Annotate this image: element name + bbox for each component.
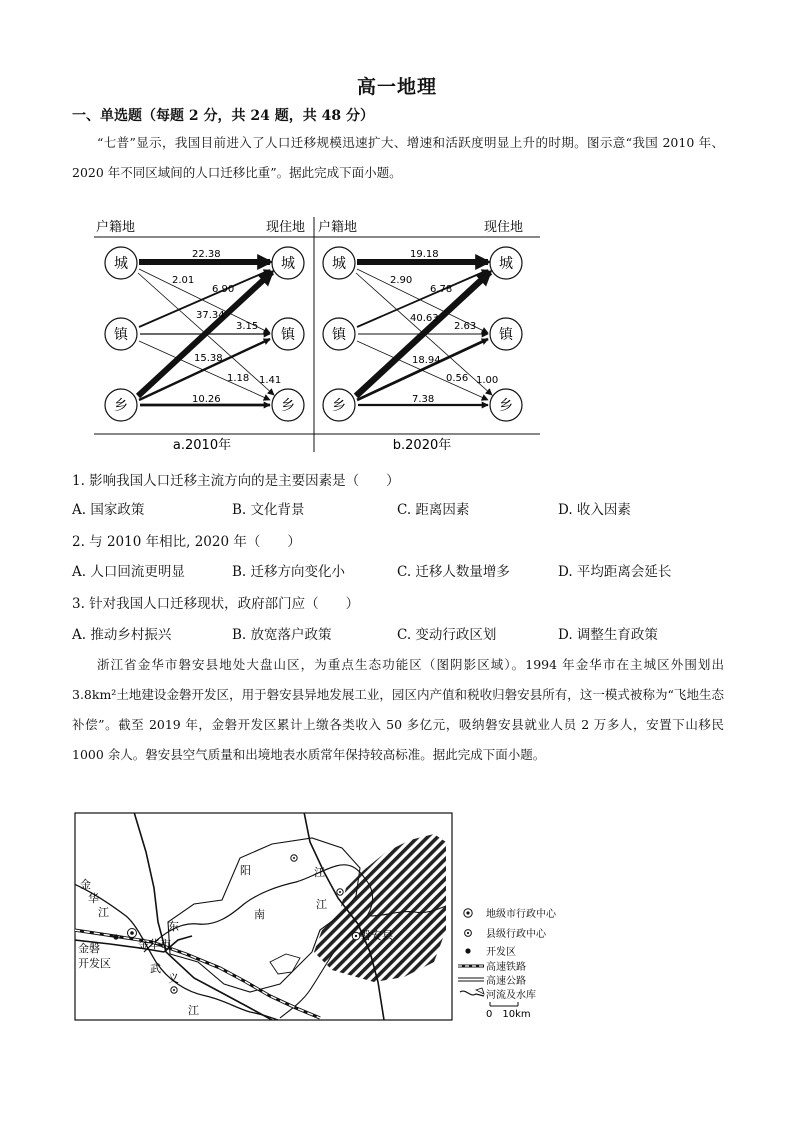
label-b-village-village: 7.38 (412, 394, 435, 405)
node-b-town-origin-label: 镇 (332, 327, 346, 343)
map-label-jiang-south: 江 (188, 1004, 199, 1017)
map-label-hua: 华 (88, 892, 99, 905)
jinpan-zone-symbol (113, 934, 118, 939)
question-3-option-c[interactable]: C. 变动行政区划 (397, 627, 497, 643)
label-a-town-town: 3.15 (236, 321, 259, 332)
map-label-panan: 磐安县 (360, 929, 393, 942)
panan-map-figure (74, 812, 558, 1024)
node-a-city-origin-label: 城 (114, 256, 128, 272)
question-2-option-d[interactable]: D. 平均距离会延长 (558, 564, 672, 580)
page-title: 高一地理 (356, 76, 437, 98)
label-b-city-city: 19.18 (410, 249, 439, 260)
panel-a (105, 247, 304, 453)
map-label-jinpan-line2: 开发区 (78, 957, 111, 970)
legend-expressway: 高速公路 (486, 976, 526, 987)
map-label-yi: 义 (168, 972, 179, 985)
legend-zone-icon (465, 948, 470, 953)
node-a-city-dest-label: 城 (281, 256, 295, 272)
label-a-village-village: 10.26 (192, 394, 221, 405)
label-a-city-town: 2.01 (172, 275, 195, 286)
question-1-option-a[interactable]: A. 国家政策 (72, 502, 145, 518)
label-b-village-town: 18.94 (412, 355, 441, 366)
label-b-town-city: 6.78 (430, 284, 453, 295)
node-b-town-dest-label: 镇 (499, 327, 513, 343)
legend-reservoir-icon (476, 988, 484, 994)
map-label-jinhua-city: 金华市 (138, 938, 171, 951)
map-label-jinpan-line1: 金磐 (78, 942, 100, 955)
question-1-option-b[interactable]: B. 文化背景 (232, 502, 305, 518)
legend-prefecture: 地级市行政中心 (486, 909, 556, 920)
question-1-option-c[interactable]: C. 距离因素 (397, 502, 470, 518)
residence-label-a: 现住地 (266, 220, 306, 235)
node-a-village-origin-label: 乡 (114, 398, 128, 414)
question-2-option-c[interactable]: C. 迁移人数量增多 (397, 564, 510, 580)
scale-label: 0 10km (486, 1009, 531, 1020)
map-legend (458, 907, 557, 1020)
hukou-label-b: 户籍地 (318, 220, 358, 235)
legend-zone: 开发区 (486, 947, 516, 958)
question-1-stem: 1. 影响我国人口迁移主流方向的是主要因素是（ ） (72, 473, 400, 489)
passage-1: “七普”显示，我国目前进入了人口迁移规模迅速扩大、增速和活跃度明显上升的时期。图示意“我国 2010 年、2020 年不同区域间的人口迁移比重”。据此完成下面小题。 (72, 135, 724, 180)
hukou-label-a: 户籍地 (96, 220, 136, 235)
label-b-town-town: 2.63 (454, 321, 477, 332)
label-a-city-city: 22.38 (192, 249, 221, 260)
node-b-village-dest-label: 乡 (499, 398, 513, 414)
map-label-yang: 阳 (240, 864, 251, 877)
question-1-option-d[interactable]: D. 收入因素 (558, 502, 631, 518)
label-a-town-city: 6.90 (212, 284, 235, 295)
node-b-city-origin-label: 城 (332, 256, 346, 272)
question-3-option-a[interactable]: A. 推动乡村振兴 (72, 627, 172, 643)
question-3-option-d[interactable]: D. 调整生育政策 (558, 627, 658, 643)
map-label-nan: 南 (254, 908, 265, 921)
section-heading: 一、单选题（每题 2 分，共 24 题，共 48 分） (72, 108, 374, 124)
node-a-village-dest-label: 乡 (281, 398, 295, 414)
caption-b: b.2020年 (392, 438, 452, 453)
label-a-village-town: 15.38 (194, 353, 223, 364)
county-center-symbol-2-inner (339, 891, 341, 893)
label-a-village-city: 37.34 (196, 310, 225, 321)
question-2-stem: 2. 与 2010 年相比, 2020 年（ ） (72, 534, 301, 550)
map-label-wu: 武 (150, 962, 161, 975)
map-label-jiang-mid: 江 (316, 898, 327, 911)
legend-county-icon-inner (467, 932, 469, 934)
map-label-dong: 东 (168, 920, 179, 933)
panan-county-symbol-inner (355, 935, 357, 937)
caption-a: a.2010年 (172, 438, 232, 453)
label-b-village-city: 40.63 (410, 313, 439, 324)
legend-railway: 高速铁路 (486, 962, 526, 973)
question-2-option-a[interactable]: A. 人口回流更明显 (72, 564, 185, 580)
label-b-town-village: 0.56 (446, 373, 469, 384)
question-3-option-b[interactable]: B. 放宽落户政策 (232, 627, 332, 643)
passage-2: 浙江省金华市磐安县地处大盘山区，为重点生态功能区（图阴影区域）。1994 年金华市在主城区外围划出 3.8km²土地建设金磐开发区，用于磐安县异地发展工业，园区内产值和税收归磐安县所有，这一模式被称为“飞地生态补偿”。截至 2019 年，金磐开发区累计上缴各类收入 50 多亿元，吸纳磐安县就业人员 2 万多人，安置下山移民 1000 余人。磐安县空气质量和出境地表水质常年保持较高标准。据此完成下面小题。 (72, 657, 724, 762)
panel-b (323, 247, 522, 453)
map-label-jiang-west: 江 (98, 906, 109, 919)
node-a-town-origin-label: 镇 (114, 327, 128, 343)
jinhua-city-symbol-inner (130, 931, 134, 935)
node-a-town-dest-label: 镇 (281, 327, 295, 343)
label-a-town-village: 1.18 (227, 373, 250, 384)
label-a-city-village: 1.41 (259, 375, 282, 386)
map-label-jin: 金 (80, 878, 91, 891)
legend-river: 河流及水库 (486, 990, 536, 1001)
legend-prefecture-icon-inner (466, 911, 469, 914)
migration-flow-figure (94, 212, 544, 457)
map-label-jiang-north: 江 (314, 866, 325, 879)
county-center-symbol-1-inner (293, 857, 295, 859)
county-center-symbol-3-inner (173, 989, 175, 991)
question-2-option-b[interactable]: B. 迁移方向变化小 (232, 564, 346, 580)
question-3-stem: 3. 针对我国人口迁移现状，政府部门应（ ） (72, 596, 360, 612)
node-b-city-dest-label: 城 (499, 256, 513, 272)
label-b-city-town: 2.90 (390, 275, 413, 286)
residence-label-b: 现住地 (484, 220, 524, 235)
node-b-village-origin-label: 乡 (332, 398, 346, 414)
legend-county: 县级行政中心 (486, 929, 546, 940)
label-b-city-village: 1.00 (476, 375, 499, 386)
